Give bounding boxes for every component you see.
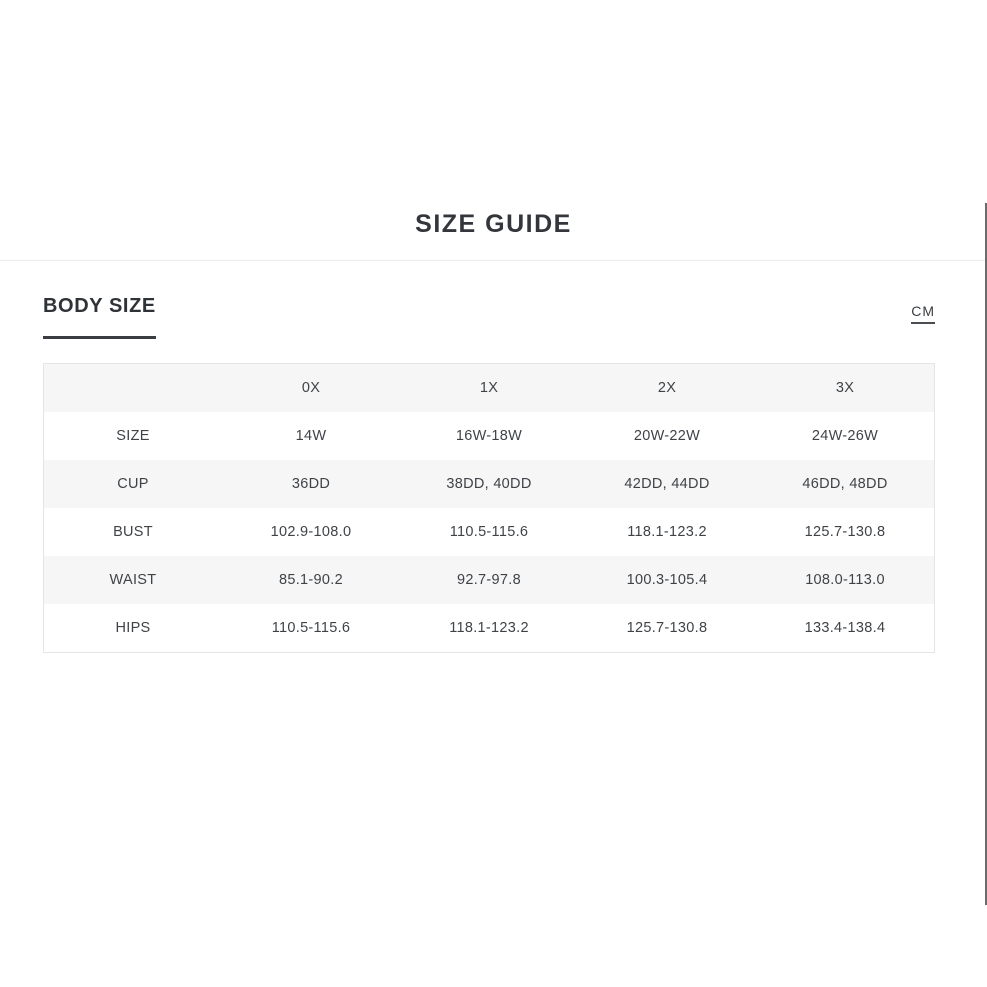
table-cell: 38DD, 40DD (446, 476, 532, 492)
row-label: WAIST (109, 572, 157, 588)
row-label: HIPS (115, 620, 151, 636)
body-size-table (43, 363, 935, 653)
column-header-3x: 3X (835, 380, 855, 396)
table-cell: 16W-18W (455, 428, 523, 444)
table-header-row (44, 364, 934, 412)
table-row-waist (44, 556, 934, 604)
header-divider (0, 260, 987, 261)
table-cell: 118.1-123.2 (449, 620, 529, 636)
table-cell: 100.3-105.4 (626, 572, 708, 588)
column-header (44, 364, 222, 412)
page-title: SIZE GUIDE (415, 210, 572, 238)
row-label: CUP (117, 476, 149, 492)
table-cell: 118.1-123.2 (627, 524, 707, 540)
table-row-hips (44, 604, 934, 652)
body-size-heading: BODY SIZE (43, 295, 156, 317)
table-cell: 102.9-108.0 (270, 524, 352, 540)
table-cell: 92.7-97.8 (457, 572, 521, 588)
table-cell: 108.0-113.0 (805, 572, 885, 588)
table-cell: 125.7-130.8 (804, 524, 886, 540)
body-size-heading-underline (43, 336, 156, 339)
row-label: SIZE (116, 428, 150, 444)
table-row-bust (44, 508, 934, 556)
table-row-size (44, 412, 934, 460)
column-header-0x: 0X (301, 380, 321, 396)
column-header-1x: 1X (479, 380, 499, 396)
table-cell: 85.1-90.2 (279, 572, 343, 588)
unit-toggle-cm[interactable]: CM (911, 303, 935, 324)
row-label: BUST (113, 524, 153, 540)
table-cell: 42DD, 44DD (624, 476, 710, 492)
column-header-2x: 2X (657, 380, 677, 396)
table-cell: 133.4-138.4 (804, 620, 886, 636)
table-cell: 14W (295, 428, 327, 444)
table-cell: 110.5-115.6 (449, 524, 529, 540)
table-row-cup (44, 460, 934, 508)
table-cell: 36DD (291, 476, 331, 492)
table-cell: 20W-22W (633, 428, 701, 444)
table-cell: 110.5-115.6 (271, 620, 351, 636)
table-cell: 24W-26W (811, 428, 879, 444)
table-cell: 125.7-130.8 (626, 620, 708, 636)
table-cell: 46DD, 48DD (802, 476, 888, 492)
